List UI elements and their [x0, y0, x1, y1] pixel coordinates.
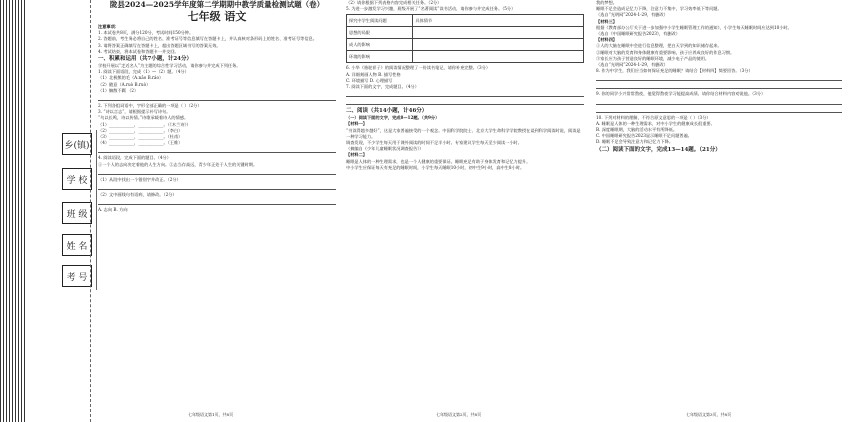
answer-line[interactable]: [98, 199, 336, 205]
question-line: 5. 为进一步激发学习兴趣，班级开展了“名著阅读”读书活动，请你参与并完成任务。（5分）: [346, 6, 516, 12]
page-footer: 七年级语文第3页，共8页: [686, 411, 732, 417]
source-note: （选自《中国睡眠研究报告2023》，有删改）: [596, 31, 680, 37]
material-label: 【材料四】: [596, 37, 617, 43]
page-footer: 七年级语文第2页，共8页: [436, 411, 482, 417]
notes-heading: 注意事项：: [98, 24, 119, 29]
page-footer: 七年级语文第1页，共8页: [188, 411, 234, 417]
material-label: 【材料三】: [596, 18, 617, 24]
paragraph: 睡眠不足会造成记忆力下降，注意力不集中，学习效率低下等问题。: [596, 6, 722, 12]
note-item: 1. 本试卷共8页，满分120分，考试时间150分钟。: [98, 30, 194, 36]
paragraph: 根据《教育部办公厅关于进一步加强中小学生睡眠管理工作的通知》，小学生每天睡眠时间应达到10小时。: [596, 24, 792, 30]
question-line: （1）懒散不羁 （2）: [98, 87, 139, 93]
option-line: A. 睡眠是人体的一种生理需求，对中小学生的健康成长很重要。: [596, 120, 715, 126]
table-cell-answer[interactable]: [413, 39, 584, 51]
paragraph: 学校开展以“走近名人”为主题的综合性学习活动，请你参与并完成下列任务。: [98, 63, 241, 69]
question-line: （4）____________，____________。（王维）: [98, 140, 183, 146]
answer-line[interactable]: [596, 75, 842, 81]
question-line: ①一个人的志向决定着他的人生方向。②志当存高远，青少年正处于人生的关键时期。: [98, 161, 258, 167]
question-line: （2）请你根据下列表格内容完成相关任务。（2分）: [346, 0, 442, 5]
note-item: 4. 考试结束，将本试卷和答题卡一并交回。: [98, 48, 179, 54]
question-line: 10. 下列对材料的理解，不符合原文意思的一项是（ ）（3分）: [596, 114, 711, 120]
question-line: A. 志向 B. 方向: [98, 207, 128, 213]
subsection-heading: （一）阅读下面的文字，完成8—12题。（共9分）: [346, 115, 440, 121]
table-cell: 成人的影响: [347, 39, 413, 51]
answer-line[interactable]: [98, 169, 336, 175]
table-row: [347, 27, 584, 39]
section-heading: 二、阅读（共14小题，计46分）: [346, 108, 428, 115]
answer-line[interactable]: [98, 147, 336, 153]
option-line: B. 深度睡眠期，大脑的活动水平有所降低。: [596, 127, 678, 133]
question-line: （1）从段中找出一个错别字并改正。（2分）: [98, 176, 181, 182]
answer-line[interactable]: [596, 83, 842, 89]
table-header: 探究中学生阅读问题: [347, 15, 413, 27]
note-item: 3. 请将答案正确填写在答题卡上，超出答题区域书写的答案无效。: [98, 42, 221, 48]
paragraph: 中小学生应保证每天有充足的睡眠时间，小学生每天睡眠10小时，初中生9小时，高中生8小时。: [346, 164, 525, 170]
answer-line[interactable]: [596, 107, 842, 113]
question-line: （2）随意（A.ruò B.ruò）: [98, 81, 151, 87]
table-cell: 思想的局限: [347, 27, 413, 39]
paragraph: “书读得越多越好”，这是大家普遍接受的一个观念。中国科学院院士、北京大学生命科学学院教授在谈到科学阅读时说，阅读是一种学习能力。: [346, 127, 581, 139]
binding-strip: [0, 0, 26, 422]
question-line: 6. 小华《骆驼祥子》的阅读情况整理了一份读书笔记，请你补充完整。（3分）: [346, 65, 491, 71]
paragraph: ③家长应为孩子营造良好的睡眠环境，减少电子产品的使用。: [596, 55, 710, 61]
answer-line[interactable]: [596, 99, 842, 105]
seal-fill-line: [96, 130, 97, 290]
question-line: 9. 你的同学小兴常常熬夜，他觉得熬夜学习能提高成绩。请你结合材料内容劝说他。（3分）: [596, 91, 766, 97]
exam-title: 陇县2024—2025学年度第二学期期中教学质量检测试题（卷）: [109, 0, 325, 9]
answer-line[interactable]: [346, 91, 584, 97]
reading-table: [346, 14, 584, 63]
question-line: （2）文中画线句有语病，请修改。（2分）: [98, 192, 177, 198]
paragraph: ②睡眠对大脑的发育和身体健康有重要影响，孩子应养成良好的作息习惯。: [596, 49, 735, 55]
answer-line[interactable]: [346, 99, 584, 105]
table-row: [347, 39, 584, 51]
seal-field-township: 乡(镇): [62, 133, 92, 155]
section-heading: （二）阅读下面的文字，完成13—14题。（21分）: [596, 146, 721, 153]
answer-line[interactable]: [98, 184, 336, 190]
paragraph: （摘编自《少年儿童睡眠状况调查报告》）: [346, 146, 424, 152]
seal-field-exam-number: 考 号: [62, 265, 92, 287]
seal-column: [26, 0, 98, 422]
question-line: 2. 下列各组词语中，字形全部正确的一项是（ ）（2分）: [98, 103, 202, 109]
section-heading: 一、积累和运用（共7小题，计24分）: [98, 56, 192, 63]
source-note: （选自“光明网”2024-1-29，有删改）: [596, 12, 668, 18]
note-item: 2. 答题前，考生务必将自己的姓名、准考证号等信息填写在答题卡上，并认真核对条形码上的姓名、准考证号等信息。: [98, 36, 317, 42]
option-line: C. 中国睡眠研究报告2023显示睡眠不足问题普遍。: [596, 133, 692, 139]
exam-subject: 七年级 语文: [187, 10, 247, 23]
question-line: 3. “诗以言志”，请根据提示补写诗句。: [98, 109, 171, 115]
paragraph: 调查发现，不少学生每天用于课外阅读的时间不足半小时。专家建议学生每天至少阅读一小时。: [346, 140, 522, 146]
seal-dashed-line: [90, 0, 91, 422]
question-line: 7. 阅读下面的文字，完成题目。（4分）: [346, 84, 419, 90]
column-1: [98, 0, 336, 422]
table-row: [347, 51, 584, 63]
question-line: 4. 阅读语段，完成下面的题目。（4分）: [98, 155, 171, 161]
paragraph: 睡眠是人体的一种生理需求，也是一个人健康的重要保证。睡眠充足有助于身体发育和记忆力提升。: [346, 158, 531, 164]
seal-field-school: 学 校: [62, 168, 92, 190]
table-cell: 环境的影响: [347, 51, 413, 63]
paragraph: 我的梦想。: [596, 0, 617, 5]
seal-field-name: 姓 名: [62, 234, 92, 256]
question-line: （3）____________，____________。（杜甫）: [98, 134, 183, 140]
table-header: 具体情节: [413, 15, 584, 27]
material-label: 【材料二】: [346, 152, 367, 158]
seal-field-class: 班 级: [62, 202, 92, 224]
table-cell-answer[interactable]: [413, 51, 584, 63]
source-note: （选自“光明网”2024-1-29，有删改）: [596, 62, 668, 68]
material-label: 【材料一】: [346, 121, 367, 127]
question-line: （1）北极熊的毛（A.nǎo B.ráo）: [98, 75, 164, 81]
answer-line[interactable]: [98, 95, 336, 101]
question-line: 8. 作为中学生，我们应当如何保证充足的睡眠？请结合【材料四】简要回答。（3分）: [596, 68, 753, 74]
option-line: A. 详细刻画人物 B. 描写性格: [346, 71, 401, 77]
paragraph: ①人的大脑在睡眠中会进行信息整理，把白天学到的知识储存起来。: [596, 43, 722, 49]
column-3: [596, 0, 842, 422]
question-line: （2）____________，____________。（李白）: [98, 127, 183, 133]
column-2: [346, 0, 584, 422]
question-line: （1）____________，____________。（《木兰诗》）: [98, 121, 191, 127]
question-line: “鸟以长鸣，诗以传情。”诗歌承载着诗人的情感。: [98, 115, 189, 121]
option-line: C. 环境描写 D. 心理描写: [346, 77, 393, 83]
option-line: D. 睡眠不足会导致注意力和记忆力下降。: [596, 139, 674, 145]
question-line: 1. 阅读下面语段，完成（1）—（2）题。（4分）: [98, 69, 189, 75]
table-cell-answer[interactable]: [413, 27, 584, 39]
